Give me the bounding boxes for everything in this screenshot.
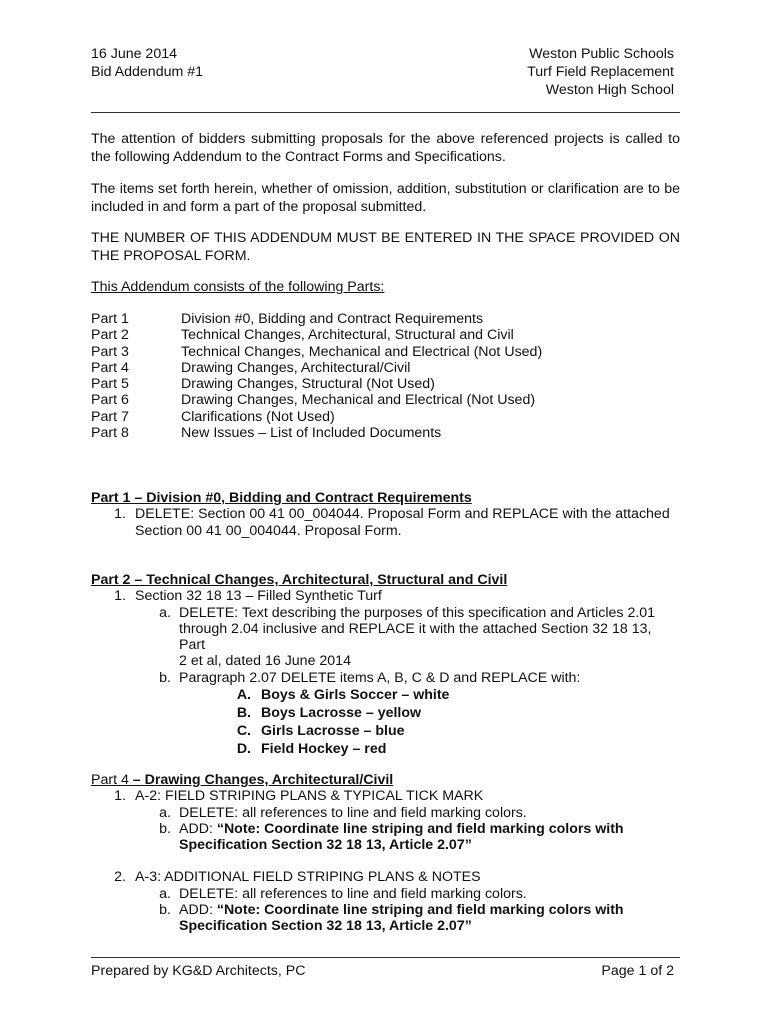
header-left — [91, 45, 203, 81]
footer-divider — [91, 957, 680, 958]
list-item: B. Boys Lacrosse – yellow — [236, 705, 422, 722]
addendum-number: Bid Addendum #1 — [91, 64, 204, 80]
part1-heading: Part 1 – Division #0, Bidding and Contract Requirements — [91, 490, 472, 506]
part2-section — [91, 572, 680, 758]
document-page — [91, 0, 680, 1024]
part4-heading: Part 4 – Drawing Changes, Architectural/Civil — [91, 772, 394, 788]
list-item: C. Girls Lacrosse – blue — [236, 723, 405, 740]
header-right — [527, 45, 674, 99]
list-item: Part 5 Drawing Changes, Structural (Not Used) — [91, 376, 435, 393]
parts-heading: This Addendum consists of the following Parts: — [91, 279, 385, 295]
page-number: Page 1 of 2 — [601, 963, 674, 979]
list-item: 1. DELETE: Section 00 41 00_004044. Proposal Form and REPLACE with the attached Section 00 41 00_004044. Proposal Form. — [114, 506, 670, 539]
footer-prepared-by: Prepared by KG&D Architects, PC — [91, 963, 306, 979]
list-item: 1. Section 32 18 13 – Filled Synthetic Turf — [114, 588, 382, 605]
list-item: a. DELETE: Text describing the purposes of this specification and Articles 2.01 through 2.04 inclusive and REPLACE it with the attached Section 32 18 13, Part 2 et al, dated 16 June 2014 — [159, 604, 656, 670]
list-item: a. DELETE: all references to line and field marking colors. — [159, 885, 527, 902]
project-name: Turf Field Replacement — [527, 64, 674, 80]
addendum-date: 16 June 2014 — [91, 46, 177, 62]
list-item: 2. A-3: ADDITIONAL FIELD STRIPING PLANS & NOTES — [114, 869, 481, 886]
list-item: A. Boys & Girls Soccer – white — [236, 687, 450, 704]
list-item: Part 4 Drawing Changes, Architectural/Civil — [91, 359, 411, 376]
school-name: Weston High School — [545, 82, 674, 98]
intro-paragraph-3: THE NUMBER OF THIS ADDENDUM MUST BE ENTERED IN THE SPACE PROVIDED ON THE PROPOSAL FORM. — [91, 230, 680, 264]
list-item: Part 3 Technical Changes, Mechanical and Electrical (Not Used) — [91, 343, 543, 360]
list-item: b. Paragraph 2.07 DELETE items A, B, C & D and REPLACE with: — [159, 669, 581, 686]
list-item: D. Field Hockey – red — [236, 741, 387, 758]
intro-paragraph-1: The attention of bidders submitting proposals for the above referenced projects is called to the following Addendum to the Contract Forms and Specifications. — [91, 131, 680, 165]
intro-paragraph-2: The items set forth herein, whether of omission, addition, substitution or clarification are to be included in and form a part of the proposal submitted. — [91, 181, 680, 215]
list-item: Part 8 New Issues – List of Included Documents — [91, 425, 442, 442]
list-item: 1. A-2: FIELD STRIPING PLANS & TYPICAL TICK MARK — [114, 788, 484, 805]
organization-name: Weston Public Schools — [529, 46, 674, 62]
list-item: b. ADD: “Note: Coordinate line striping and field marking colors with Specification Section 32 18 13, Article 2.07” — [159, 902, 624, 935]
list-item: Part 2 Technical Changes, Architectural, Structural and Civil — [91, 327, 514, 344]
list-item: Part 1 Division #0, Bidding and Contract Requirements — [91, 311, 484, 327]
part4-section — [91, 772, 680, 935]
list-item: b. ADD: “Note: Coordinate line striping and field marking colors with Specification Section 32 18 13, Article 2.07” — [159, 820, 624, 854]
parts-list — [91, 311, 542, 441]
part2-heading: Part 2 – Technical Changes, Architectural, Structural and Civil — [91, 572, 508, 588]
list-item: a. DELETE: all references to line and field marking colors. — [159, 804, 527, 821]
list-item: Part 7 Clarifications (Not Used) — [91, 408, 335, 425]
part1-section — [91, 490, 680, 539]
list-item: Part 6 Drawing Changes, Mechanical and Electrical (Not Used) — [91, 392, 536, 409]
header-divider — [91, 112, 680, 113]
